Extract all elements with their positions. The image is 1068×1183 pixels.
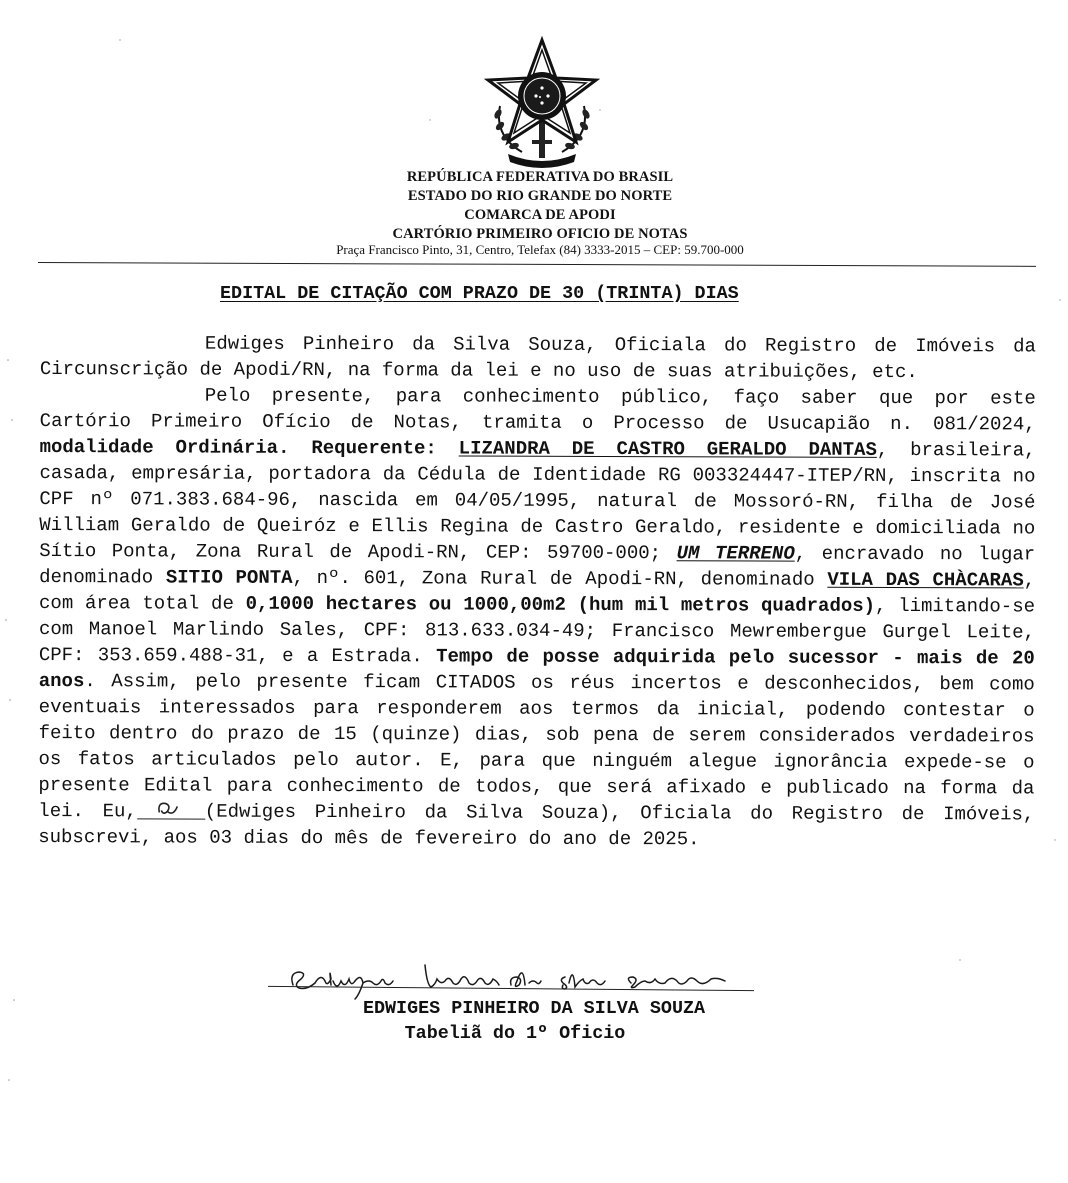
document-body <box>38 330 1036 853</box>
letterhead-line-republic: REPÚBLICA FEDERATIVA DO BRASIL <box>406 169 674 185</box>
location-name: SITIO PONTA <box>165 566 293 589</box>
letterhead-line-comarca: COMARCA DE APODI <box>464 207 616 223</box>
document-title: EDITAL DE CITAÇÃO COM PRAZO DE 30 (TRINTA) DIAS <box>220 283 739 304</box>
paragraph-intro: Edwiges Pinheiro da Silva Souza, Oficiala do Registro de Imóveis da Circunscrição de Apodi/RN, na forma da lei e no uso de suas atribuições, etc. <box>39 332 1036 384</box>
property-area: 0,1000 hectares ou 1000,00m2 (hum mil metros quadrados) <box>245 592 876 617</box>
paragraph-main <box>38 382 1036 853</box>
text-span: , encravado no lugar denominado <box>39 542 1036 589</box>
property-label: UM TERRENO <box>676 542 795 565</box>
letterhead <box>0 168 1068 244</box>
property-name: VILA DAS CHÀCARAS <box>827 568 1024 592</box>
brazil-coat-of-arms-icon <box>478 36 606 168</box>
handwritten-signature-icon <box>285 955 755 1003</box>
text-span: Pelo presente, para conhecimento público, faço saber que por este Cartório Primeiro Ofício de Notas, tramita o Processo de Usucapião n. 081/2024, <box>39 384 1036 436</box>
text-span: . Assim, pelo presente ficam CITADOS os réus incertos e desconhecidos, bem como eventuais interessados para responderem aos termos da inicial, podendo contestar o feito dentro do prazo de 15 (quinze) dias, sob pena de serem considerados verdadeiros os fatos articulados pelo autor. E, para que ninguém alegue ignorância expede-se o presente Edital para conhecimento de todos, que será afixado e publicado na forma da lei. Eu, <box>38 670 1035 823</box>
requerente-name: LIZANDRA DE CASTRO GERALDO DANTAS <box>458 437 877 461</box>
signatory-role: Tabeliã do 1º Oficio <box>404 1023 626 1044</box>
letterhead-line-cartorio: CARTÓRIO PRIMEIRO OFICIO DE NOTAS <box>392 226 688 242</box>
text-span-bold: modalidade Ordinária. Requerente: <box>39 435 459 460</box>
initial-mark <box>137 800 205 819</box>
signatory-name: EDWIGES PINHEIRO DA SILVA SOUZA <box>362 998 706 1019</box>
text-span: , limitando-se com Manoel Marlindo Sales, CPF: 813.633.034-49; Francisco Mewrembergue Gurgel Leite, CPF: 353.659.488-31, e a Estrada. <box>38 594 1036 668</box>
handwritten-initial-icon <box>137 796 205 818</box>
header-divider <box>38 262 1036 267</box>
text-span: , nº. 601, Zona Rural de Apodi-RN, denominado <box>292 566 828 591</box>
possession-time: Tempo de posse adquirida pelo sucessor - mais de 20 anos <box>38 645 1035 693</box>
letterhead-line-state: ESTADO DO RIO GRANDE DO NORTE <box>407 188 673 204</box>
text-span: , brasileira, casada, empresária, portadora da Cédula de Identidade RG 003324447-ITEP/RN, inscrita no CPF nº 071.383.684-96, nascida em 04/05/1995, natural de Mossoró-RN, filha de José William Geraldo de Queiróz e Ellis Regina de Castro Geraldo, residente e domiciliada no Sítio Ponta, Zona Rural de Apodi-RN, CEP: 59700-000; <box>39 438 1036 565</box>
text-span: (Edwiges Pinheiro da Silva Souza), Oficiala do Registro de Imóveis, subscrevi, aos 03 dias do mês de fevereiro do ano de 2025. <box>38 800 1035 851</box>
text-span: , com área total de <box>39 569 1036 615</box>
letterhead-address: Praça Francisco Pinto, 31, Centro, Telefax (84) 3333-2015 – CEP: 59.700-000 <box>336 242 744 257</box>
